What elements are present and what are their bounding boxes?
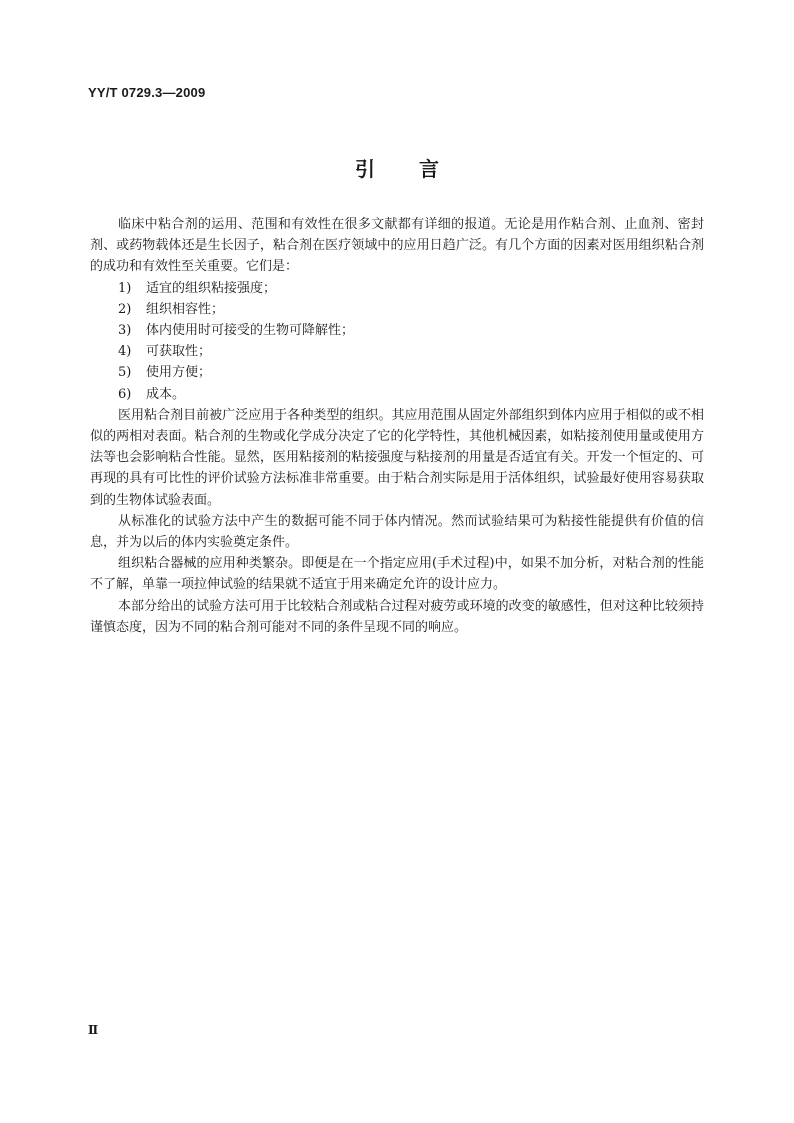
list-item: [90, 299, 704, 320]
list-item-number: 5): [118, 365, 132, 381]
intro-paragraph-4: 组织粘合器械的应用种类繁杂。即便是在一个指定应用(手术过程)中，如果不加分析，对粘合剂的性能不了解，单靠一项拉伸试验的结果就不适宜于用来确定允许的设计应力。: [90, 556, 704, 593]
list-item: [90, 278, 704, 299]
standard-code: YY/T 0729.3—2009: [88, 85, 206, 100]
page-title: 引言: [355, 157, 483, 181]
factor-list: [90, 278, 704, 405]
list-item-number: 4): [118, 344, 132, 360]
intro-paragraph-1: 临床中粘合剂的运用、范围和有效性在很多文献都有详细的报道。无论是用作粘合剂、止血剂、密封剂、或药物载体还是生长因子，粘合剂在医疗领域中的应用日趋广泛。有几个方面的因素对医用组织粘合剂的成功和有效性至关重要。它们是：: [90, 217, 704, 275]
list-item-text: 使用方便；: [146, 365, 212, 381]
list-item-text: 适宜的组织粘接强度；: [146, 280, 277, 296]
intro-paragraph-5: 本部分给出的试验方法可用于比较粘合剂或粘合过程对疲劳或环境的改变的敏感性，但对这种比较须持谨慎态度，因为不同的粘合剂可能对不同的条件呈现不同的响应。: [90, 598, 704, 635]
list-item-text: 可获取性；: [146, 344, 212, 360]
list-item: [90, 341, 704, 362]
intro-paragraph-3: 从标准化的试验方法中产生的数据可能不同于体内情况。然而试验结果可为粘接性能提供有价值的信息，并为以后的体内实验奠定条件。: [90, 513, 704, 551]
list-item: [90, 362, 704, 383]
list-item-number: 2): [118, 301, 132, 317]
list-item-text: 成本。: [146, 386, 186, 402]
list-item: [90, 320, 704, 341]
page-number: Ⅱ: [88, 1023, 99, 1037]
intro-paragraph-2: 医用粘合剂目前被广泛应用于各种类型的组织。其应用范围从固定外部组织到体内应用于相似的或不相似的两相对表面。粘合剂的生物或化学成分决定了它的化学特性，其他机械因素，如粘接剂使用量或使用方法等也会影响粘合性能。显然，医用粘接剂的粘接强度与粘接剂的用量是否适宜有关。开发一个恒定的、可再现的具有可比性的评价试验方法标准非常重要。由于粘合剂实际是用于活体组织，试验最好使用容易获取到的生物体试验表面。: [90, 407, 704, 508]
list-item-number: 6): [118, 386, 132, 402]
list-item-number: 3): [118, 323, 132, 339]
introduction-body: [90, 214, 704, 638]
list-item-text: 体内使用时可接受的生物可降解性；: [146, 323, 355, 339]
list-item: [90, 384, 704, 405]
list-item-number: 1): [118, 280, 132, 296]
list-item-text: 组织相容性；: [146, 301, 225, 317]
